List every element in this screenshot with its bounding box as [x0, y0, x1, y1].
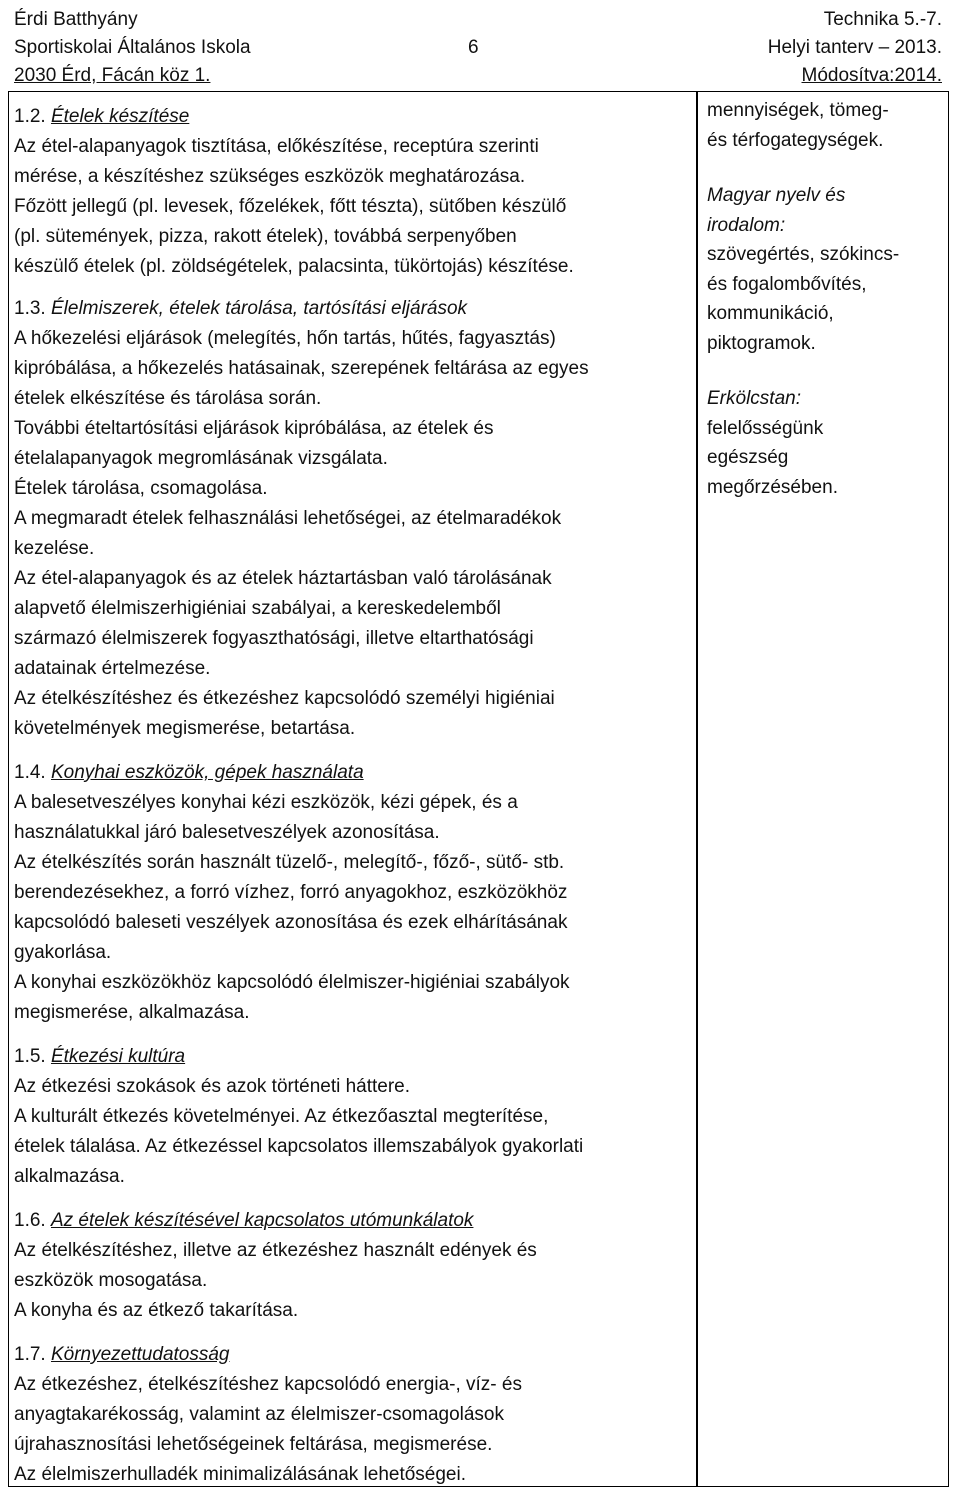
section-line: A konyhai eszközökhöz kapcsolódó élelmiszer-higiéniai szabályok — [14, 972, 570, 993]
school-name-line-2: Sportiskolai Általános Iskola — [14, 37, 251, 58]
page-number: 6 — [468, 37, 479, 58]
column-divider — [696, 91, 698, 1487]
section-line: A hőkezelési eljárások (melegítés, hőn tartás, hűtés, fagyasztás) — [14, 328, 556, 349]
side-line: szövegértés, szókincs- — [707, 244, 900, 265]
school-name-line-1: Érdi Batthyány — [14, 9, 138, 30]
section-line: További ételtartósítási eljárások kipróbálása, az ételek és — [14, 418, 494, 439]
school-header — [14, 6, 251, 90]
section-1-4 — [14, 758, 690, 1028]
section-1-7 — [14, 1340, 690, 1490]
section-heading: 1.5. Étkezési kultúra — [14, 1046, 186, 1067]
section-line: Az ételkészítéshez és étkezéshez kapcsolódó személyi higiéniai — [14, 688, 555, 709]
section-line: követelmények megismerése, betartása. — [14, 718, 356, 739]
side-intro — [707, 96, 947, 155]
spacer — [14, 1028, 690, 1042]
section-line: eszközök mosogatása. — [14, 1270, 208, 1291]
section-line: alapvető élelmiszerhigiéniai szabályai, a kereskedelemből — [14, 598, 501, 619]
section-1-3 — [14, 294, 690, 744]
section-line: A kulturált étkezés követelményei. Az étkezőasztal megterítése, — [14, 1106, 549, 1127]
section-line: Az étel-alapanyagok tisztítása, előkészítése, receptúra szerinti — [14, 136, 539, 157]
section-line: kapcsolódó baleseti veszélyek azonosítása és ezek elhárításának — [14, 912, 568, 933]
section-line: gyakorlása. — [14, 942, 112, 963]
section-line: ételek tálalása. Az étkezéssel kapcsolatos illemszabályok gyakorlati — [14, 1136, 584, 1157]
section-line: anyagtakarékosság, valamint az élelmiszer-csomagolások — [14, 1404, 505, 1425]
main-column — [14, 102, 690, 1490]
section-line: kipróbálása, a hőkezelés hatásainak, szerepének feltárása az egyes — [14, 358, 589, 379]
curriculum-header — [768, 6, 942, 90]
section-line: ételek elkészítése és tárolása során. — [14, 388, 322, 409]
section-line: Az étkezési szokások és azok történeti háttere. — [14, 1076, 411, 1097]
section-line: Az élelmiszerhulladék minimalizálásának lehetőségei. — [14, 1464, 467, 1485]
side-line: megőrzésében. — [707, 476, 838, 498]
section-heading: 1.3. Élelmiszerek, ételek tárolása, tartósítási eljárások — [14, 298, 468, 319]
section-line: Az ételkészítéshez, illetve az étkezéshez használt edények és — [14, 1240, 537, 1261]
side-line: egészség — [707, 447, 789, 468]
section-line: Főzött jellegű (pl. levesek, főzelékek, főtt tészta), sütőben készülő — [14, 196, 567, 217]
spacer — [14, 744, 690, 758]
section-line: A megmaradt ételek felhasználási lehetőségei, az ételmaradékok — [14, 508, 562, 529]
school-address: 2030 Érd, Fácán köz 1. — [14, 65, 211, 86]
curriculum-year: Helyi tanterv – 2013. — [767, 37, 942, 58]
spacer — [14, 1192, 690, 1206]
section-heading: 1.7. Környezettudatosság — [14, 1344, 230, 1365]
section-line: megismerése, alkalmazása. — [14, 1002, 250, 1023]
section-heading: 1.2. Ételek készítése — [14, 106, 190, 127]
section-1-6 — [14, 1206, 690, 1326]
section-line: készülő ételek (pl. zöldségételek, palacsinta, tükörtojás) készítése. — [14, 256, 574, 277]
section-1-5 — [14, 1042, 690, 1192]
section-line: (pl. sütemények, pizza, rakott ételek), továbbá serpenyőben — [14, 226, 517, 247]
section-line: használatukkal járó balesetveszélyek azonosítása. — [14, 822, 440, 843]
section-line: ételalapanyagok megromlásának vizsgálata. — [14, 448, 388, 469]
spacer — [14, 1326, 690, 1340]
spacer — [14, 282, 690, 294]
section-line: származó élelmiszerek fogyaszthatósági, illetve eltarthatósági — [14, 628, 534, 649]
section-line: Az étel-alapanyagok és az ételek háztartásban való tárolásának — [14, 568, 552, 589]
side-block-ethics — [707, 384, 947, 502]
section-heading: 1.4. Konyhai eszközök, gépek használata — [14, 762, 364, 783]
side-line: és fogalombővítés, — [707, 273, 867, 295]
section-line: berendezésekhez, a forró vízhez, forró anyagokhoz, eszközökhöz — [14, 882, 568, 903]
section-heading: 1.6. Az ételek készítésével kapcsolatos utómunkálatok — [14, 1210, 474, 1231]
side-line: kommunikáció, — [707, 303, 834, 324]
subject-name: irodalom: — [707, 214, 786, 236]
modified-date: Módosítva:2014. — [801, 65, 942, 86]
section-line: A balesetveszélyes konyhai kézi eszközök, kézi gépek, és a — [14, 792, 518, 813]
side-line: felelősségünk — [707, 417, 824, 439]
section-1-2 — [14, 102, 690, 282]
section-line: Az étkezéshez, ételkészítéshez kapcsolódó energia-, víz- és — [14, 1374, 522, 1395]
side-line: és térfogategységek. — [707, 129, 884, 151]
section-line: alkalmazása. — [14, 1166, 125, 1187]
section-line: adatainak értelmezése. — [14, 658, 211, 679]
subject-name: Magyar nyelv és — [707, 185, 846, 206]
side-line: mennyiségek, tömeg- — [707, 100, 889, 121]
side-line: piktogramok. — [707, 332, 816, 354]
section-line: A konyha és az étkező takarítása. — [14, 1300, 299, 1321]
section-line: kezelése. — [14, 538, 95, 559]
section-line: Az ételkészítés során használt tüzelő-, melegítő-, főző-, sütő- stb. — [14, 852, 565, 873]
subject-grade: Technika 5.-7. — [823, 9, 942, 30]
section-line: újrahasznosítási lehetőségeinek feltárása, megismerése. — [14, 1434, 493, 1455]
cross-curricular-column — [707, 96, 947, 528]
side-block-hungarian — [707, 181, 947, 358]
subject-name: Erkölcstan: — [707, 388, 801, 409]
section-line: Ételek tárolása, csomagolása. — [14, 478, 268, 499]
section-line: mérése, a készítéshez szükséges eszközök meghatározása. — [14, 166, 526, 187]
